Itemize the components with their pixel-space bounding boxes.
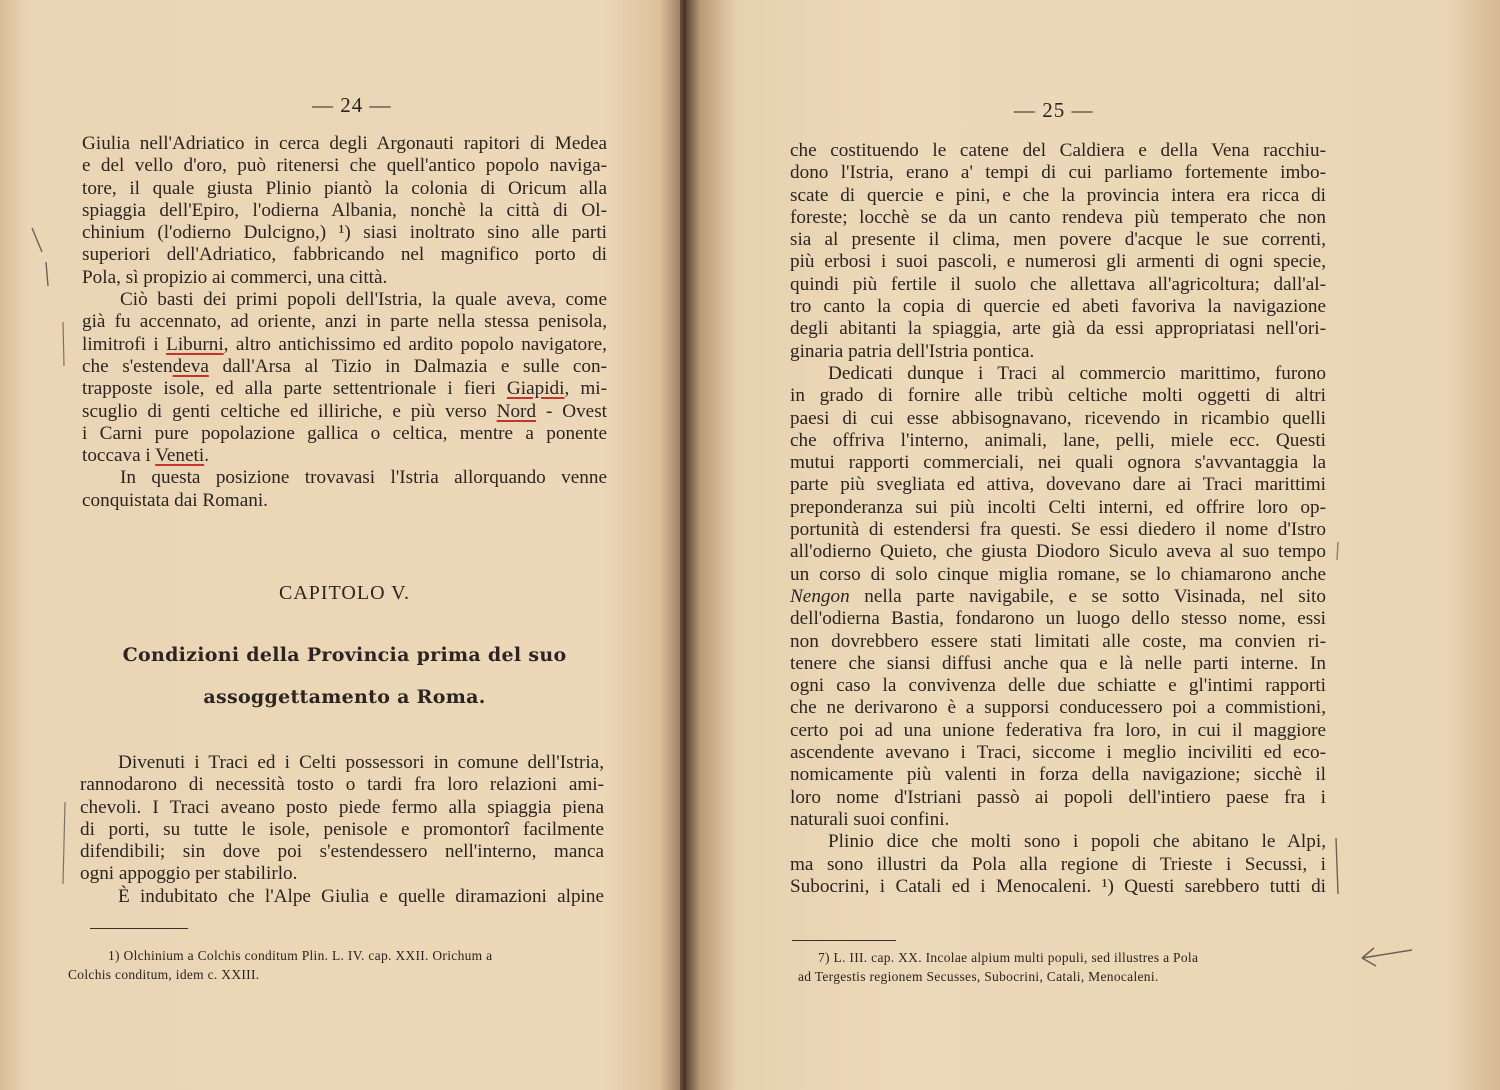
chapter-heading: [82, 634, 607, 718]
chapter-heading-line: assoggettamento a Roma.: [203, 686, 486, 708]
paragraph: [790, 831, 1326, 898]
text-line: ma sono illustri da Pola alla regione di Trieste i Secussi, i: [790, 853, 1326, 875]
text-line: toccava i Veneti.: [82, 445, 209, 467]
text-line: mutui rapporti commerciali, nei quali ognora s'avvantaggia la: [790, 452, 1326, 474]
text-line: ascendente avevano i Traci, siccome i meglio inciviliti ed eco-: [790, 742, 1326, 764]
footnote-rule: [90, 928, 188, 929]
text-line: paesi di cui esse abbisognavano, ricevendo in ricambio quelli: [790, 407, 1326, 429]
text-line: i Carni pure popolazione gallica o celtica, mentre a ponente: [82, 422, 607, 444]
text-line: È indubitato che l'Alpe Giulia e quelle diramazioni alpine: [118, 885, 604, 907]
text-line: preponderanza sui più incolti Celti interni, ed offrire loro op-: [790, 496, 1326, 518]
text-line: rannodarono di necessità tosto o tardi fra loro relazioni ami-: [80, 774, 604, 796]
text-line: di porti, su tutte le isole, penisole e promontorî facilmente: [80, 818, 604, 840]
text-line: all'odierno Quieto, che giusta Diodoro Siculo aveva al suo tempo: [790, 541, 1326, 563]
left-body-bottom: [80, 752, 604, 908]
paragraph: [82, 467, 607, 512]
text-line: sia al presente il clima, men povere d'acque le sue correnti,: [790, 229, 1326, 251]
pencil-mark: [1332, 540, 1344, 564]
paragraph: [790, 140, 1326, 363]
text-line: un corso di solo cinque miglia romane, se lo chiamarono anche: [790, 563, 1326, 585]
text-line: che offriva l'interno, animali, lane, pelli, miele ecc. Questi: [790, 429, 1326, 451]
text-line: chinium (l'odierno Dulcigno,) ¹) siasi inoltrato sino alle parti: [82, 222, 607, 244]
text-line: portunità di estendersi fra questi. Se essi diedero il nome d'Istro: [790, 519, 1326, 541]
footnote-line: 1) Olchinium a Colchis conditum Plin. L. IV. cap. XXII. Orichum a: [108, 948, 493, 963]
text-line: tore, il quale giusta Plinio piantò la colonia di Oricum alla: [82, 177, 607, 199]
chapter-heading-line: Condizioni della Provincia prima del suo: [122, 644, 567, 666]
left-page: [0, 0, 686, 1090]
red-underline: Giapidi: [506, 378, 565, 400]
footnote-line: ad Tergestis regionem Secusses, Subocrini, Catali, Menocaleni.: [798, 969, 1159, 984]
text-line: Dedicati dunque i Traci al commercio marittimo, furono: [828, 362, 1326, 384]
text-line: in grado di fornire alle tribù celtiche molti oggetti di altri: [790, 385, 1326, 407]
text-line: trapposte isole, ed alla parte settentrionale i fieri Giapidi, mi-: [82, 378, 607, 400]
text-line: tenere che siansi diffusi anche qua e là nelle parti interne. In: [790, 652, 1326, 674]
text-line: degli abitanti la spiaggia, arte già da essi appropriatasi nell'ori-: [790, 318, 1326, 340]
text-line: Giulia nell'Adriatico in cerca degli Argonauti rapitori di Medea: [82, 133, 607, 154]
footnote-right: [798, 948, 1338, 986]
italic-word: Nengon: [790, 585, 850, 607]
page-number-right: — 25 —: [1014, 98, 1094, 122]
red-underline: Veneti: [155, 445, 205, 467]
red-underline: deva: [172, 355, 209, 377]
text-line: ogni appoggio per stabilirlo.: [80, 863, 298, 885]
text-line: dono l'Istria, erano a' tempi di cui parliamo fortemente imbo-: [790, 162, 1326, 184]
chapter-title: CAPITOLO V.: [278, 582, 411, 604]
page-number-left: — 24 —: [312, 93, 392, 117]
text-line: Subocrini, i Catali ed i Menocaleni. ¹) Questi sarebbero tutti di: [790, 875, 1326, 897]
text-line: quindi più fertile il suolo che allettava all'agricoltura; dall'al-: [790, 273, 1326, 295]
paragraph: [790, 363, 1326, 831]
footnote-rule: [792, 940, 896, 941]
text-line: Divenuti i Traci ed i Celti possessori in comune dell'Istria,: [118, 752, 604, 773]
text-line: non dovrebbero essere stati limitati alle coste, ma convien ri-: [790, 630, 1326, 652]
text-line: che costituendo le catene del Caldiera e della Vena racchiu-: [790, 140, 1326, 161]
left-body-top: [82, 133, 607, 512]
text-line: e del vello d'oro, può ritenersi che quell'antico popolo naviga-: [82, 155, 607, 177]
paragraph: [80, 886, 604, 908]
pencil-mark: [1330, 836, 1344, 900]
text-line: ogni caso la convivenza delle due schiatte e gl'intimi rapporti: [790, 675, 1326, 697]
pencil-mark: [56, 320, 70, 370]
paragraph: [80, 752, 604, 886]
text-line: foreste; locchè se da un canto rendeva più temperato che non: [790, 206, 1326, 228]
text-line: Ciò basti dei primi popoli dell'Istria, la quale aveva, come: [120, 289, 607, 311]
text-line: che s'estendeva dall'Arsa al Tizio in Dalmazia e sulle con-: [82, 355, 608, 377]
red-underline: Nord: [496, 400, 537, 422]
pencil-mark: [56, 800, 72, 890]
text-line: scate di quercie e pini, e che la provincia intera era ricca di: [790, 184, 1326, 206]
text-line: In questa posizione trovavasi l'Istria allorquando venne: [120, 467, 607, 489]
text-line: chevoli. I Traci aveano posto piede fermo alla spiaggia piena: [80, 796, 604, 818]
right-body: [790, 140, 1326, 898]
text-line: Plinio dice che molti sono i popoli che abitano le Alpi,: [828, 831, 1326, 853]
text-line: dell'odierna Bastia, fondarono un luogo dello stesso nome, essi: [790, 608, 1326, 630]
text-line: nomicamente più valenti in forza della navigazione; sicchè il: [790, 764, 1326, 786]
pencil-mark: [28, 222, 58, 292]
text-line: limitrofi i Liburni, altro antichissimo ed ardito popolo navigatore,: [82, 333, 607, 355]
text-line: scuglio di genti celtiche ed illiriche, e più verso Nord - Ovest: [82, 400, 607, 422]
paragraph: [82, 133, 607, 289]
right-page: [686, 0, 1500, 1090]
text-line: loro nome d'Istriani passò ai popoli dell'intiero paese fra i: [790, 786, 1326, 808]
text-line: difendibili; sin dove poi s'estendessero nell'interno, manca: [80, 841, 604, 863]
text-line: superiori dell'Adriatico, fabbricando nel magnifico porto di: [82, 244, 607, 266]
text-line: già fu accennato, ad oriente, anzi in parte nella stessa penisola,: [82, 311, 607, 333]
footnote-line: 7) L. III. cap. XX. Incolae alpium multi populi, sed illustres a Pola: [818, 950, 1199, 965]
paragraph: [82, 289, 607, 467]
text-line: parte più svegliata ed attiva, dovevano dare ai Traci marittimi: [790, 474, 1326, 496]
text-line: conquistata dai Romani.: [82, 489, 268, 511]
text-line: Pola, sì propizio ai commerci, una città.: [82, 266, 388, 288]
text-line: ginaria patria dell'Istria pontica.: [790, 340, 1035, 362]
text-line: naturali suoi confini.: [790, 808, 950, 830]
text-line: tro canto la copia di quercie ed abeti favoriva la navigazione: [790, 296, 1326, 318]
red-underline: Liburni: [166, 333, 224, 355]
text-line: certo poi ad una unione federativa fra loro, in cui il maggiore: [790, 719, 1326, 741]
pencil-arrow-icon: [1356, 944, 1416, 970]
footnote-left: [68, 946, 608, 984]
text-line: spiaggia dell'Epiro, l'odierna Albania, nonchè la città di Ol-: [82, 199, 607, 221]
footnote-line: Colchis conditum, idem c. XXIII.: [68, 967, 260, 982]
text-line: che ne derivarono è a supporsi conducessero poi a commistioni,: [790, 697, 1326, 719]
text-line: più erbosi i suoi pascoli, e numerosi gli armenti di ogni specie,: [790, 251, 1326, 273]
text-line: Nengon nella parte navigabile, e se sotto Visinada, nel sito: [790, 585, 1326, 607]
